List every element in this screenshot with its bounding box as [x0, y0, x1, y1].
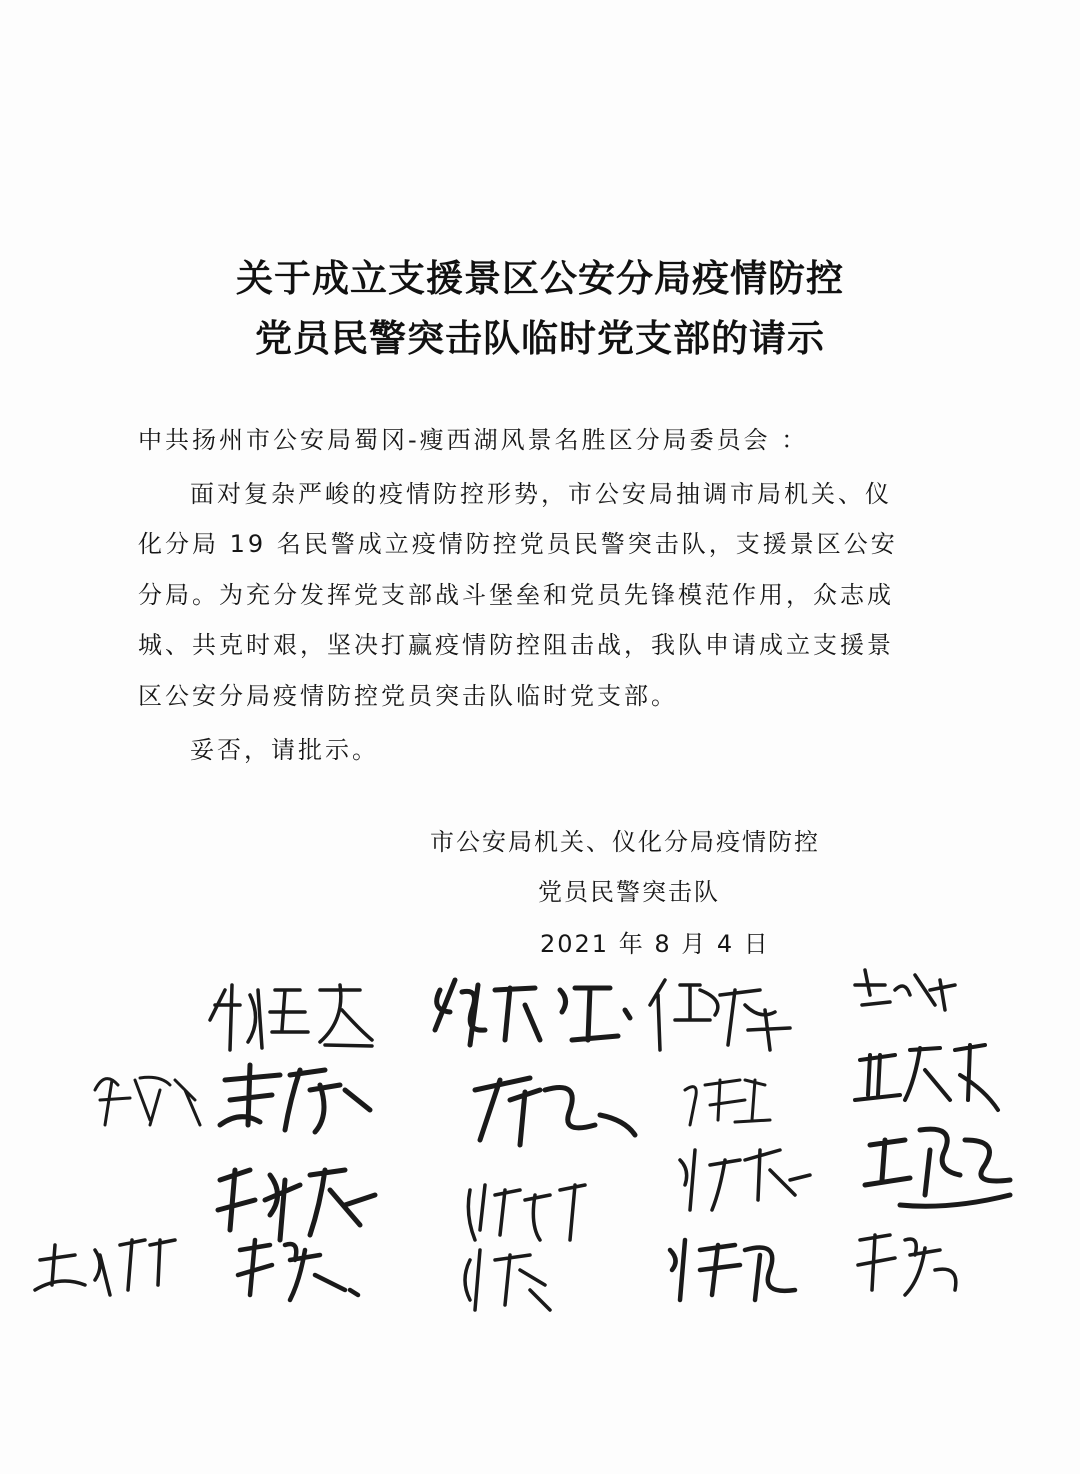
signature-17 [670, 1240, 795, 1300]
signature-3 [650, 980, 790, 1050]
paragraph-line-4: 城、共克时艰，坚决打赢疫情防控阻击战，我队申请成立支援景 [138, 631, 894, 659]
signature-5 [95, 1077, 200, 1125]
signature-16 [465, 1250, 550, 1310]
signature-4 [855, 970, 955, 1010]
signature-org-line-1: 市公安局机关、仪化分局疫情防控 [430, 828, 820, 856]
closing-request: 妥否，请批示。 [190, 736, 379, 764]
signature-14 [35, 1240, 175, 1295]
signature-7 [475, 1078, 635, 1145]
addressee: 中共扬州市公安局蜀冈-瘦西湖风景名胜区分局委员会 ： [138, 426, 809, 454]
signature-18 [858, 1235, 956, 1295]
paragraph-line-1: 面对复杂严峻的疫情防控形势，市公安局抽调市局机关、仪 [190, 480, 892, 508]
paragraph-line-3: 分局。为充分发挥党支部战斗堡垒和党员先锋模范作用，众志成 [138, 581, 894, 609]
signature-9 [855, 1045, 998, 1110]
handwritten-signatures [0, 950, 1080, 1350]
signature-date: 2021 年 8 月 4 日 [540, 930, 770, 958]
signature-6 [220, 1065, 370, 1132]
signature-11 [468, 1185, 585, 1240]
paragraph-line-2: 化分局 19 名民警成立疫情防控党员民警突击队，支援景区公安 [138, 530, 898, 558]
paragraph-line-5: 区公安分局疫情防控党员突击队临时党支部。 [138, 682, 678, 710]
document-title-line-1: 关于成立支援景区公安分局疫情防控 [236, 256, 844, 300]
signature-2 [435, 980, 630, 1045]
signature-org-line-2: 党员民警突击队 [538, 878, 720, 906]
signature-10 [218, 1170, 375, 1240]
signature-1 [210, 985, 372, 1050]
signature-12 [680, 1150, 810, 1210]
signature-8 [685, 1080, 770, 1125]
signature-13 [865, 1129, 1010, 1206]
signature-15 [238, 1240, 358, 1300]
document-title-line-2: 党员民警突击队临时党支部的请示 [255, 316, 825, 360]
